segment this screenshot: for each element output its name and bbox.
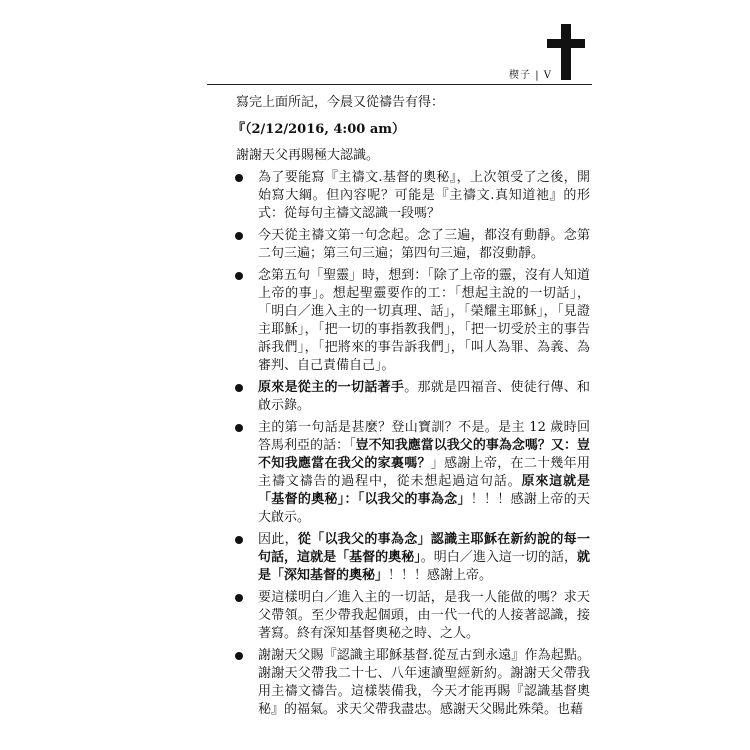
bullet-item: [210, 531, 590, 585]
bullet-text: 因此，: [258, 532, 298, 547]
bullet-text: 」感謝上帝，在二十幾年用主禱文禱告的過程中，從未想起過這句話。: [258, 456, 590, 489]
bullet-text: ！！！感謝上帝的天大啟示。: [258, 492, 590, 525]
bullet-text: 主的第一句話是甚麼？登山寶訓？不是。是主 12 歲時回答馬利亞的話：「: [258, 420, 590, 453]
bullet-item: [210, 647, 590, 719]
intro-line: 寫完上面所記，今晨又從禱告有得：: [236, 95, 445, 110]
bullet-text-bold: 原來是從主的一切話著手: [258, 380, 405, 395]
bullet-text: ！！！感謝上帝。: [388, 568, 493, 583]
bullet-text: 念第五句「聖靈」時，想到：「除了上帝的靈，沒有人知道上帝的事」。想起聖靈要作的工：「想起主說的一切話」，「明白／進入主的一切真理、話」，「榮耀主耶穌」，「見證主耶穌」，「把一切的事指教我們」，「把一切受於主的事告訴我們」，「把將來的事告訴我們」，「叫人為罪、為義、為審判、自己責備自己」。: [258, 268, 590, 373]
bullet-dot-icon: [235, 232, 243, 240]
date-line: 『（2/12/2016, 4:00 am）: [232, 122, 406, 137]
thanks-line: 謝謝天父再賜極大認識。: [236, 148, 380, 163]
bullet-text: 今天從主禱文第一句念起。念了三遍，都沒有動靜。念第二句三遍；第三句三遍；第四句三遍，都沒動靜。: [258, 228, 590, 261]
bullet-text-bold: 就是「深知基督的奧秘」: [258, 550, 590, 583]
bullet-dot-icon: [235, 536, 243, 544]
header-rule: [207, 84, 592, 85]
bullet-text: 謝謝天父賜『認識主耶穌基督.從亙古到永遠』作為起點。謝謝天父帶我二十七、八年速讀聖經新約。謝謝天父帶我用主禱文禱告。這樣裝備我，今天才能再賜『認識基督奧秘』的福氣。求天父帶我盡忠。感謝天父賜此殊榮。也藉: [258, 648, 590, 717]
bullet-dot-icon: [235, 652, 243, 660]
cross-icon: [547, 24, 585, 80]
bullet-text: 。明白／進入這一切的話，: [420, 550, 577, 565]
bullet-dot-icon: [235, 272, 243, 280]
bullet-item: [210, 227, 590, 263]
bullet-text: 為了要能寫『主禱文.基督的奧秘』，上次領受了之後，開始寫大綱。但內容呢？可能是『主禱文.真知道祂』的形式：從每句主禱文認識一段嗎？: [258, 170, 590, 221]
bullet-text-bold: 從「以我父的事為念」認識主耶穌在新約說的每一句話，這就是「基督的奧秘」: [258, 532, 590, 565]
bullet-list: [210, 169, 590, 719]
bullet-text: 。那就是四福音、使徒行傳、和啟示錄。: [258, 380, 590, 413]
running-head: 楔子 | V: [509, 70, 552, 81]
bullet-item: [210, 419, 590, 527]
bullet-text-bold: 豈不知我應當以我父的事為念嗎？又：豈不知我應當在我父的家裏嗎？: [258, 438, 590, 471]
bullet-dot-icon: [235, 424, 243, 432]
bullet-item: [210, 169, 590, 223]
page-body: [210, 92, 590, 723]
bullet-item: [210, 379, 590, 415]
bullet-text-bold: 原來這就是「基督的奧秘」：「以我父的事為念」: [258, 474, 590, 507]
bullet-dot-icon: [235, 594, 243, 602]
bullet-item: [210, 589, 590, 643]
bullet-text: 要這樣明白／進入主的一切話，是我一人能做的嗎？求天父帶領。至少帶我起個頭，由一代一代的人接著認識，接著寫。終有深知基督奧秘之時、之人。: [258, 590, 590, 641]
bullet-dot-icon: [235, 174, 243, 182]
bullet-dot-icon: [235, 384, 243, 392]
bullet-item: [210, 267, 590, 375]
